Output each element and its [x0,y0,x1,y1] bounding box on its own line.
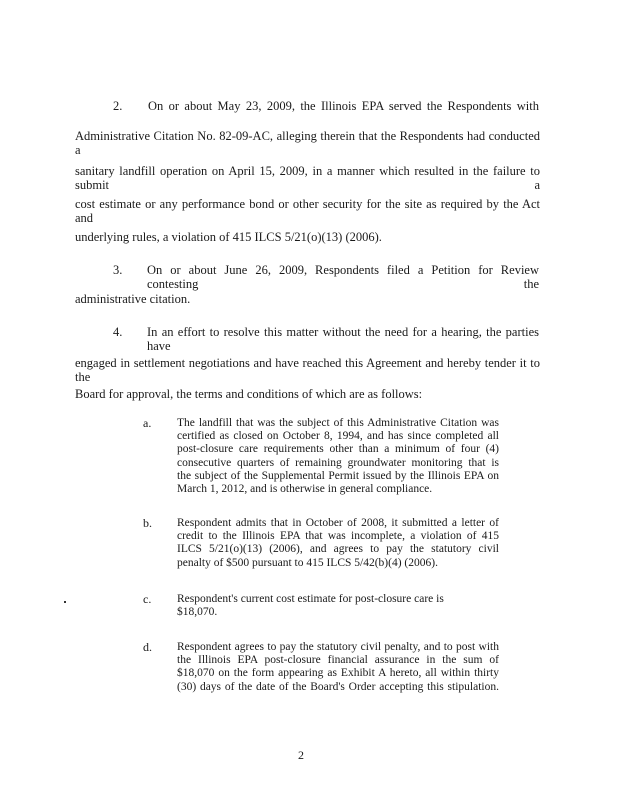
subparagraph-line: $18,070 on the form appearing as Exhibit A hereto, all within thirty [177,667,499,680]
subparagraph-marker: a. [143,416,152,430]
subparagraph-line: certified as closed on October 8, 1994, and has since completed all [177,430,499,443]
subparagraph-body [177,417,499,496]
paragraph-line: cost estimate or any performance bond or other security for the site as required by the Act and [75,197,540,225]
page-number: 2 [298,748,304,762]
subparagraph-line: $18,070. [177,606,218,619]
subparagraph-line: penalty of $500 pursuant to 415 ILCS 5/42(b)(4) (2006). [177,556,438,569]
scan-speck [64,601,66,603]
subparagraph-line: the Illinois EPA post-closure financial assurance in the sum of [177,654,499,667]
subparagraph-line: March 1, 2012, and is otherwise in general compliance. [177,483,433,496]
paragraph-number: 4. [113,325,123,339]
paragraph-line: Board for approval, the terms and conditions of which are as follows: [75,387,423,401]
paragraph-line: engaged in settlement negotiations and have reached this Agreement and hereby tender it to the [75,356,540,384]
paragraph-number: 3. [113,263,123,277]
paragraph-line: administrative citation. [75,292,191,306]
subparagraph-line: consecutive quarters of remaining groundwater monitoring that is [177,456,499,469]
subparagraph-line: Respondent admits that in October of 2008, it submitted a letter of [177,517,499,529]
subparagraph-line: ILCS 5/21(o)(13) (2006), and agrees to pay the statutory civil [177,543,499,556]
subparagraph-line: Respondent's current cost estimate for post-closure care is [177,593,444,605]
subparagraph-marker: d. [143,640,152,654]
paragraph-line: On or about May 23, 2009, the Illinois EPA served the Respondents with [148,99,539,113]
paragraph-line: In an effort to resolve this matter without the need for a hearing, the parties have [147,325,539,353]
paragraph-line: On or about June 26, 2009, Respondents filed a Petition for Review contesting the [147,263,539,291]
subparagraph-body [177,517,499,570]
subparagraph-line: credit to the Illinois EPA that was incomplete, a violation of 415 [177,530,499,543]
subparagraph-line: post-closure care requirements other than a minimum of four (4) [177,443,499,456]
subparagraph-line: Respondent agrees to pay the statutory civil penalty, and to post with [177,641,499,653]
subparagraph-line: The landfill that was the subject of this Administrative Citation was [177,417,499,429]
subparagraph-line: (30) days of the date of the Board's Order accepting this stipulation. [177,680,499,693]
subparagraph-body [177,641,499,694]
subparagraph-marker: c. [143,592,152,606]
paragraph-line: underlying rules, a violation of 415 ILCS 5/21(o)(13) (2006). [75,230,382,244]
subparagraph-line: the subject of the Supplemental Permit issued by the Illinois EPA on [177,469,499,482]
paragraph-line: sanitary landfill operation on April 15, 2009, in a manner which resulted in the failure to submit a [75,164,540,192]
subparagraph-body [177,593,499,619]
subparagraph-marker: b. [143,516,152,530]
paragraph-line: Administrative Citation No. 82-09-AC, alleging therein that the Respondents had conducted a [75,129,540,157]
paragraph-number: 2. [113,99,123,113]
